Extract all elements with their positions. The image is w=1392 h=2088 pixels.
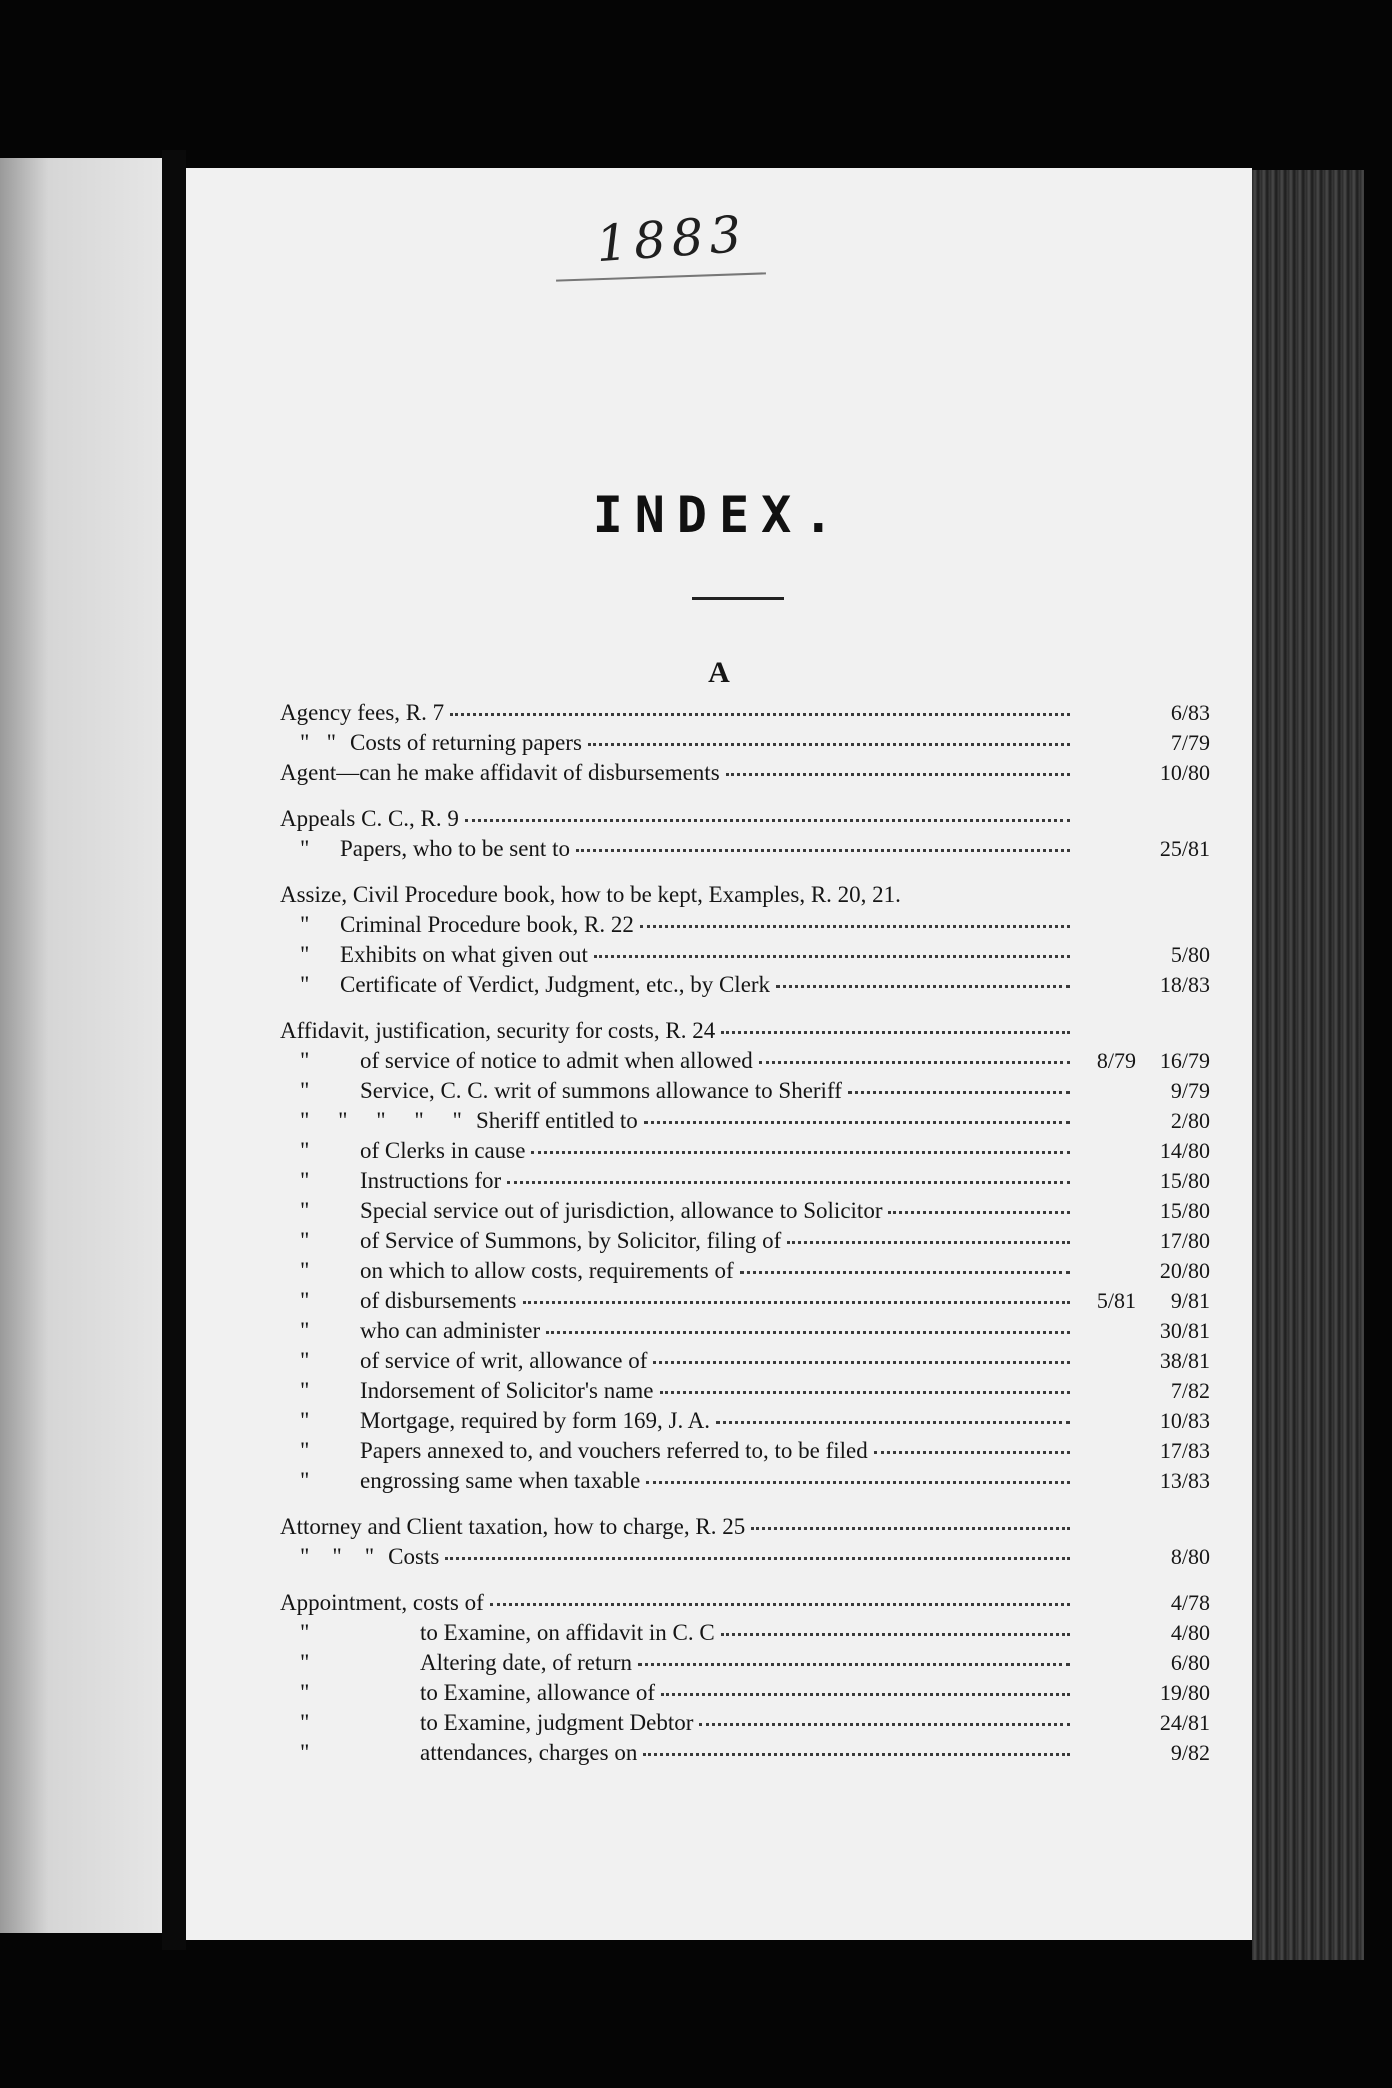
entry-text: Service, C. C. writ of summons allowance to Sheriff [360, 1078, 842, 1103]
index-page [186, 168, 1252, 1940]
entry-text: engrossing same when taxable [360, 1468, 641, 1493]
index-entry [280, 1288, 1210, 1318]
index-group [280, 806, 1210, 866]
index-entry [280, 1438, 1210, 1468]
page-reference: 8/80 [1170, 1544, 1210, 1569]
entry-text: of Clerks in cause [360, 1138, 526, 1163]
index-entry [280, 1048, 1210, 1078]
index-entry [280, 1590, 1210, 1620]
ditto-marks: " [300, 1258, 310, 1283]
ditto-marks: " [300, 1408, 310, 1433]
dot-leader [576, 848, 1070, 852]
page-reference: 16/79 [1159, 1048, 1210, 1073]
index-group [280, 1514, 1210, 1574]
page-reference: 10/80 [1159, 760, 1210, 785]
entry-text: Assize, Civil Procedure book, how to be kept, Examples, R. 20, 21. [280, 882, 901, 907]
index-entry [280, 972, 1210, 1002]
ditto-marks: " [300, 1078, 310, 1103]
facing-page [0, 158, 162, 1933]
page-reference: 18/83 [1159, 972, 1210, 997]
ditto-marks: " [300, 1680, 310, 1705]
dot-leader [638, 1662, 1070, 1666]
entry-text: Indorsement of Solicitor's name [360, 1378, 654, 1403]
title-rule [692, 597, 784, 600]
page-reference-secondary: 8/79 [1096, 1048, 1136, 1073]
index-entry [280, 1318, 1210, 1348]
ditto-marks: " " " [300, 1544, 375, 1569]
index-entry [280, 1138, 1210, 1168]
page-reference: 17/83 [1159, 1438, 1210, 1463]
entry-text: of Service of Summons, by Solicitor, filing of [360, 1228, 782, 1253]
ditto-marks: " [300, 1318, 310, 1343]
ditto-marks: " [300, 1620, 310, 1645]
page-reference: 9/81 [1170, 1288, 1210, 1313]
entry-text: attendances, charges on [420, 1740, 638, 1765]
entry-text: Altering date, of return [420, 1650, 633, 1675]
page-reference: 6/83 [1170, 700, 1210, 725]
ditto-marks: " [300, 1348, 310, 1373]
ditto-marks: " [300, 1168, 310, 1193]
dot-leader [660, 1390, 1071, 1394]
ditto-marks: " [300, 1740, 310, 1765]
dot-leader [588, 742, 1070, 746]
page-reference: 4/78 [1170, 1590, 1210, 1615]
page-reference: 9/79 [1170, 1078, 1210, 1103]
dot-leader [465, 818, 1070, 822]
index-group [280, 1018, 1210, 1498]
pencil-underline [556, 272, 766, 281]
dot-leader [776, 984, 1070, 988]
entry-text: of service of notice to admit when allowed [360, 1048, 753, 1073]
dot-leader [726, 772, 1070, 776]
dot-leader [721, 1030, 1070, 1034]
page-reference: 7/79 [1170, 730, 1210, 755]
ditto-marks: " [300, 912, 310, 937]
ditto-marks: " [300, 1650, 310, 1675]
index-entry [280, 1710, 1210, 1740]
index-entry [280, 1108, 1210, 1138]
page-reference-secondary: 5/81 [1096, 1288, 1136, 1313]
entry-text: Mortgage, required by form 169, J. A. [360, 1408, 711, 1433]
index-entry [280, 700, 1210, 730]
dot-leader [751, 1526, 1070, 1530]
page-reference: 19/80 [1159, 1680, 1210, 1705]
page-reference: 7/82 [1170, 1378, 1210, 1403]
ditto-marks: " [300, 1438, 310, 1463]
page-reference: 14/80 [1159, 1138, 1210, 1163]
page-reference: 17/80 [1159, 1228, 1210, 1253]
page-reference: 30/81 [1159, 1318, 1210, 1343]
entry-text: Attorney and Client taxation, how to charge, R. 25 [280, 1514, 746, 1539]
ditto-marks: " [300, 1198, 310, 1223]
dot-leader [450, 712, 1070, 716]
entry-text: Costs of returning papers [350, 730, 582, 755]
index-entry [280, 1650, 1210, 1680]
entry-text: who can administer [360, 1318, 541, 1343]
dot-leader [716, 1420, 1070, 1424]
index-entry [280, 1544, 1210, 1574]
index-entry [280, 1378, 1210, 1408]
dot-leader [644, 1120, 1070, 1124]
index-entry [280, 1198, 1210, 1228]
page-reference: 4/80 [1170, 1620, 1210, 1645]
index-group [280, 1590, 1210, 1770]
dot-leader [874, 1450, 1070, 1454]
ditto-marks: " [300, 1048, 310, 1073]
entry-text: to Examine, allowance of [420, 1680, 656, 1705]
entry-text: Agency fees, R. 7 [280, 700, 445, 725]
index-entry [280, 806, 1210, 836]
ditto-marks: " [300, 1138, 310, 1163]
index-entry [280, 730, 1210, 760]
page-reference: 9/82 [1170, 1740, 1210, 1765]
dot-leader [546, 1330, 1070, 1334]
index-entry [280, 1258, 1210, 1288]
ditto-marks: " [300, 972, 310, 997]
entry-text: Sheriff entitled to [475, 1108, 638, 1133]
page-reference: 20/80 [1159, 1258, 1210, 1283]
dot-leader [653, 1360, 1070, 1364]
index-entry [280, 836, 1210, 866]
entry-text: Affidavit, justification, security for costs, R. 24 [280, 1018, 716, 1043]
index-entry [280, 1620, 1210, 1650]
entry-text: Exhibits on what given out [340, 942, 588, 967]
dot-leader [646, 1480, 1070, 1484]
index-entry [280, 760, 1210, 790]
dot-leader [740, 1270, 1070, 1274]
page-reference: 13/83 [1159, 1468, 1210, 1493]
entry-text: Agent—can he make affidavit of disbursements [280, 760, 720, 785]
index-entry [280, 1514, 1210, 1544]
entry-text: Costs [388, 1544, 440, 1569]
dot-leader [523, 1300, 1070, 1304]
dot-leader [490, 1602, 1070, 1606]
index-entry [280, 1468, 1210, 1498]
page-reference: 15/80 [1159, 1198, 1210, 1223]
index-entry [280, 912, 1210, 942]
ditto-marks: " [300, 1378, 310, 1403]
entry-text: Certificate of Verdict, Judgment, etc., by Clerk [340, 972, 771, 997]
dot-leader [445, 1556, 1070, 1560]
dot-leader [759, 1060, 1070, 1064]
page-edges [1252, 170, 1364, 1960]
page-reference: 15/80 [1159, 1168, 1210, 1193]
entry-text: to Examine, on affidavit in C. C [420, 1620, 715, 1645]
index-entry [280, 942, 1210, 972]
entry-text: Papers annexed to, and vouchers referred to, to be filed [360, 1438, 868, 1463]
entry-text: Special service out of jurisdiction, allowance to Solicitor [360, 1198, 883, 1223]
page-reference: 10/83 [1159, 1408, 1210, 1433]
ditto-marks: " [300, 1288, 310, 1313]
book-gutter [162, 150, 186, 1950]
ditto-marks: " [300, 1228, 310, 1253]
entry-text: Instructions for [360, 1168, 502, 1193]
index-list [280, 700, 1210, 1786]
entry-text: on which to allow costs, requirements of [360, 1258, 734, 1283]
entry-text: of service of writ, allowance of [360, 1348, 648, 1373]
page-reference: 38/81 [1159, 1348, 1210, 1373]
page-reference: 25/81 [1159, 836, 1210, 861]
ditto-marks: " " " " " [300, 1108, 462, 1133]
page-title: INDEX. [592, 486, 846, 544]
ditto-marks: " [300, 1468, 310, 1493]
dot-leader [888, 1210, 1070, 1214]
ditto-marks: " " [300, 730, 337, 755]
dot-leader [640, 924, 1070, 928]
dot-leader [531, 1150, 1070, 1154]
dot-leader [594, 954, 1070, 958]
ditto-marks: " [300, 836, 310, 861]
index-entry [280, 1348, 1210, 1378]
index-entry [280, 882, 1210, 912]
dot-leader [507, 1180, 1070, 1184]
ditto-marks: " [300, 1710, 310, 1735]
page-reference: 5/80 [1170, 942, 1210, 967]
dot-leader [643, 1752, 1070, 1756]
index-entry [280, 1408, 1210, 1438]
entry-text: Criminal Procedure book, R. 22 [340, 912, 634, 937]
handwritten-year: 1883 [594, 204, 750, 274]
page-reference: 24/81 [1159, 1710, 1210, 1735]
index-entry [280, 1078, 1210, 1108]
entry-text: of disbursements [360, 1288, 517, 1313]
page-reference: 2/80 [1170, 1108, 1210, 1133]
dot-leader [787, 1240, 1070, 1244]
dot-leader [721, 1632, 1070, 1636]
entry-text: Appeals C. C., R. 9 [280, 806, 459, 831]
page-reference: 6/80 [1170, 1650, 1210, 1675]
entry-text: Appointment, costs of [280, 1590, 484, 1615]
entry-text: Papers, who to be sent to [340, 836, 570, 861]
index-entry [280, 1168, 1210, 1198]
dot-leader [848, 1090, 1070, 1094]
dot-leader [661, 1692, 1070, 1696]
ditto-marks: " [300, 942, 310, 967]
index-entry [280, 1680, 1210, 1710]
entry-text: to Examine, judgment Debtor [420, 1710, 694, 1735]
section-letter: A [708, 656, 730, 689]
index-group [280, 700, 1210, 790]
index-group [280, 882, 1210, 1002]
dot-leader [699, 1722, 1070, 1726]
index-entry [280, 1740, 1210, 1770]
index-entry [280, 1228, 1210, 1258]
index-entry [280, 1018, 1210, 1048]
